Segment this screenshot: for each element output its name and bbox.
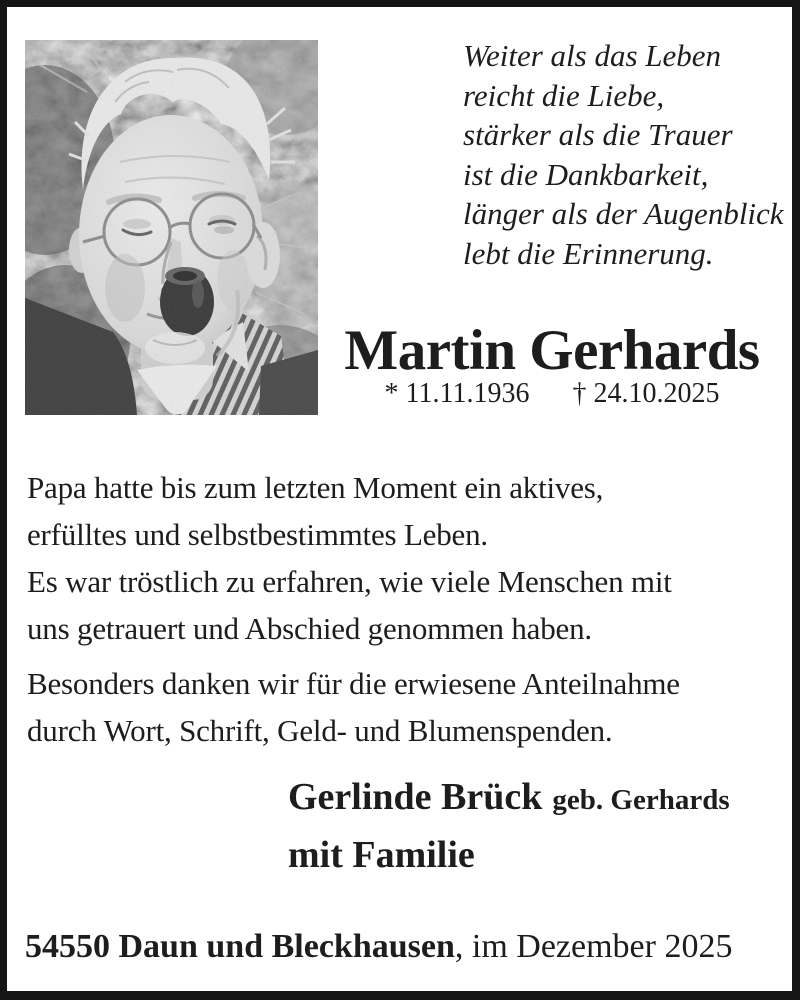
verse-line: länger als der Augenblick [463,196,784,231]
place: 54550 Daun und Bleckhausen [25,928,455,965]
place-date-line [25,927,732,967]
deceased-name-block [313,321,791,381]
mourner-nee: geb. Gerhards [552,784,730,816]
text-line: Es war tröstlich zu erfahren, wie viele Menschen mit [27,564,672,599]
verse-line: ist die Dankbarkeit, [463,156,709,192]
birth-date: * 11.11.1936 [384,378,530,409]
paragraph [27,464,680,652]
text-line: uns getrauert und Abschied genommen haben. [27,611,592,646]
deceased-name: Martin Gerhards [344,319,760,382]
obituary-text [27,464,680,754]
text-line: durch Wort, Schrift, Geld- und Blumenspenden. [27,713,613,748]
death-date: † 24.10.2025 [572,378,720,409]
paragraph [27,660,680,754]
verse-line: stärker als die Trauer [463,117,733,152]
portrait-photo [25,40,318,415]
text-line: Papa hatte bis zum letzten Moment ein aktives, [27,470,604,505]
portrait-photo-graphic [25,40,318,415]
text-line: erfülltes und selbstbestimmtes Leben. [27,517,488,552]
family-line: mit Familie [288,834,475,876]
date: , im Dezember 2025 [454,928,733,965]
verse-line: Weiter als das Leben [463,38,722,73]
memorial-verse [463,36,784,273]
signature-block [288,772,730,880]
mourner-name: Gerlinde Brück [288,776,543,818]
text-line: Besonders danken wir für die erwiesene Anteilnahme [27,666,680,701]
life-dates [313,378,791,410]
signature-line [288,772,730,830]
verse-line: reicht die Liebe, [463,77,665,113]
verse-line: lebt die Erinnerung. [463,235,714,271]
